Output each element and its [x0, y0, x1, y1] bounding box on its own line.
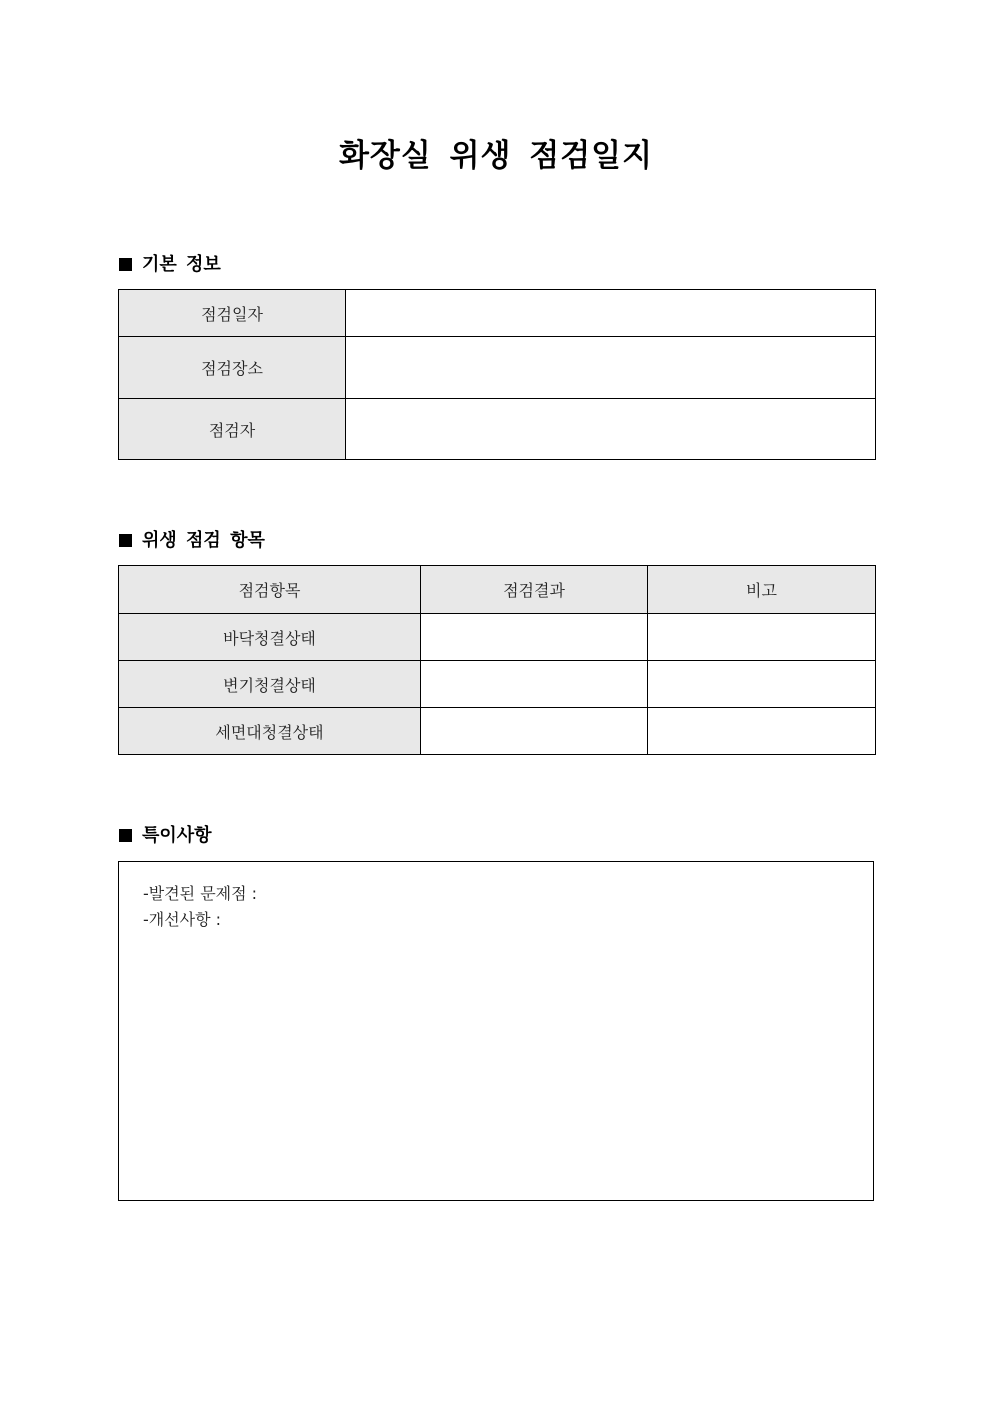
- square-bullet-icon: [119, 829, 132, 842]
- section-heading-text: 특이사항: [142, 825, 212, 846]
- inspection-date-field[interactable]: [346, 290, 876, 337]
- inspection-date-label: 점검일자: [119, 290, 346, 337]
- section-heading-remarks: [119, 824, 212, 848]
- inspection-location-field[interactable]: [346, 337, 876, 399]
- remarks-issues-found: -발견된 문제점 :: [143, 884, 258, 903]
- inspector-label: 점검자: [119, 399, 346, 460]
- inspector-field[interactable]: [346, 399, 876, 460]
- table-row: [119, 290, 876, 337]
- section-heading-inspection-items: [119, 529, 265, 553]
- section-heading-basic-info: [119, 253, 221, 277]
- note-field[interactable]: [648, 708, 876, 755]
- table-header-row: [119, 566, 876, 614]
- table-row: [119, 337, 876, 399]
- square-bullet-icon: [119, 534, 132, 547]
- table-row: [119, 399, 876, 460]
- section-heading-text: 기본 정보: [142, 254, 221, 275]
- note-field[interactable]: [648, 614, 876, 661]
- table-row: [119, 614, 876, 661]
- result-field[interactable]: [421, 614, 648, 661]
- inspection-location-label: 점검장소: [119, 337, 346, 399]
- square-bullet-icon: [119, 258, 132, 271]
- result-field[interactable]: [421, 708, 648, 755]
- item-sink-cleanliness: 세면대청결상태: [119, 708, 421, 755]
- remarks-textarea[interactable]: [118, 861, 874, 1201]
- column-header-item: 점검항목: [119, 566, 421, 614]
- item-floor-cleanliness: 바닥청결상태: [119, 614, 421, 661]
- section-heading-text: 위생 점검 항목: [142, 530, 265, 551]
- column-header-note: 비고: [648, 566, 876, 614]
- note-field[interactable]: [648, 661, 876, 708]
- inspection-table: [118, 565, 876, 755]
- result-field[interactable]: [421, 661, 648, 708]
- table-row: [119, 661, 876, 708]
- page-title: 화장실 위생 점검일지: [338, 138, 654, 174]
- table-row: [119, 708, 876, 755]
- column-header-result: 점검결과: [421, 566, 648, 614]
- basic-info-table: [118, 289, 876, 460]
- item-toilet-cleanliness: 변기청결상태: [119, 661, 421, 708]
- remarks-improvements: -개선사항 :: [143, 910, 222, 929]
